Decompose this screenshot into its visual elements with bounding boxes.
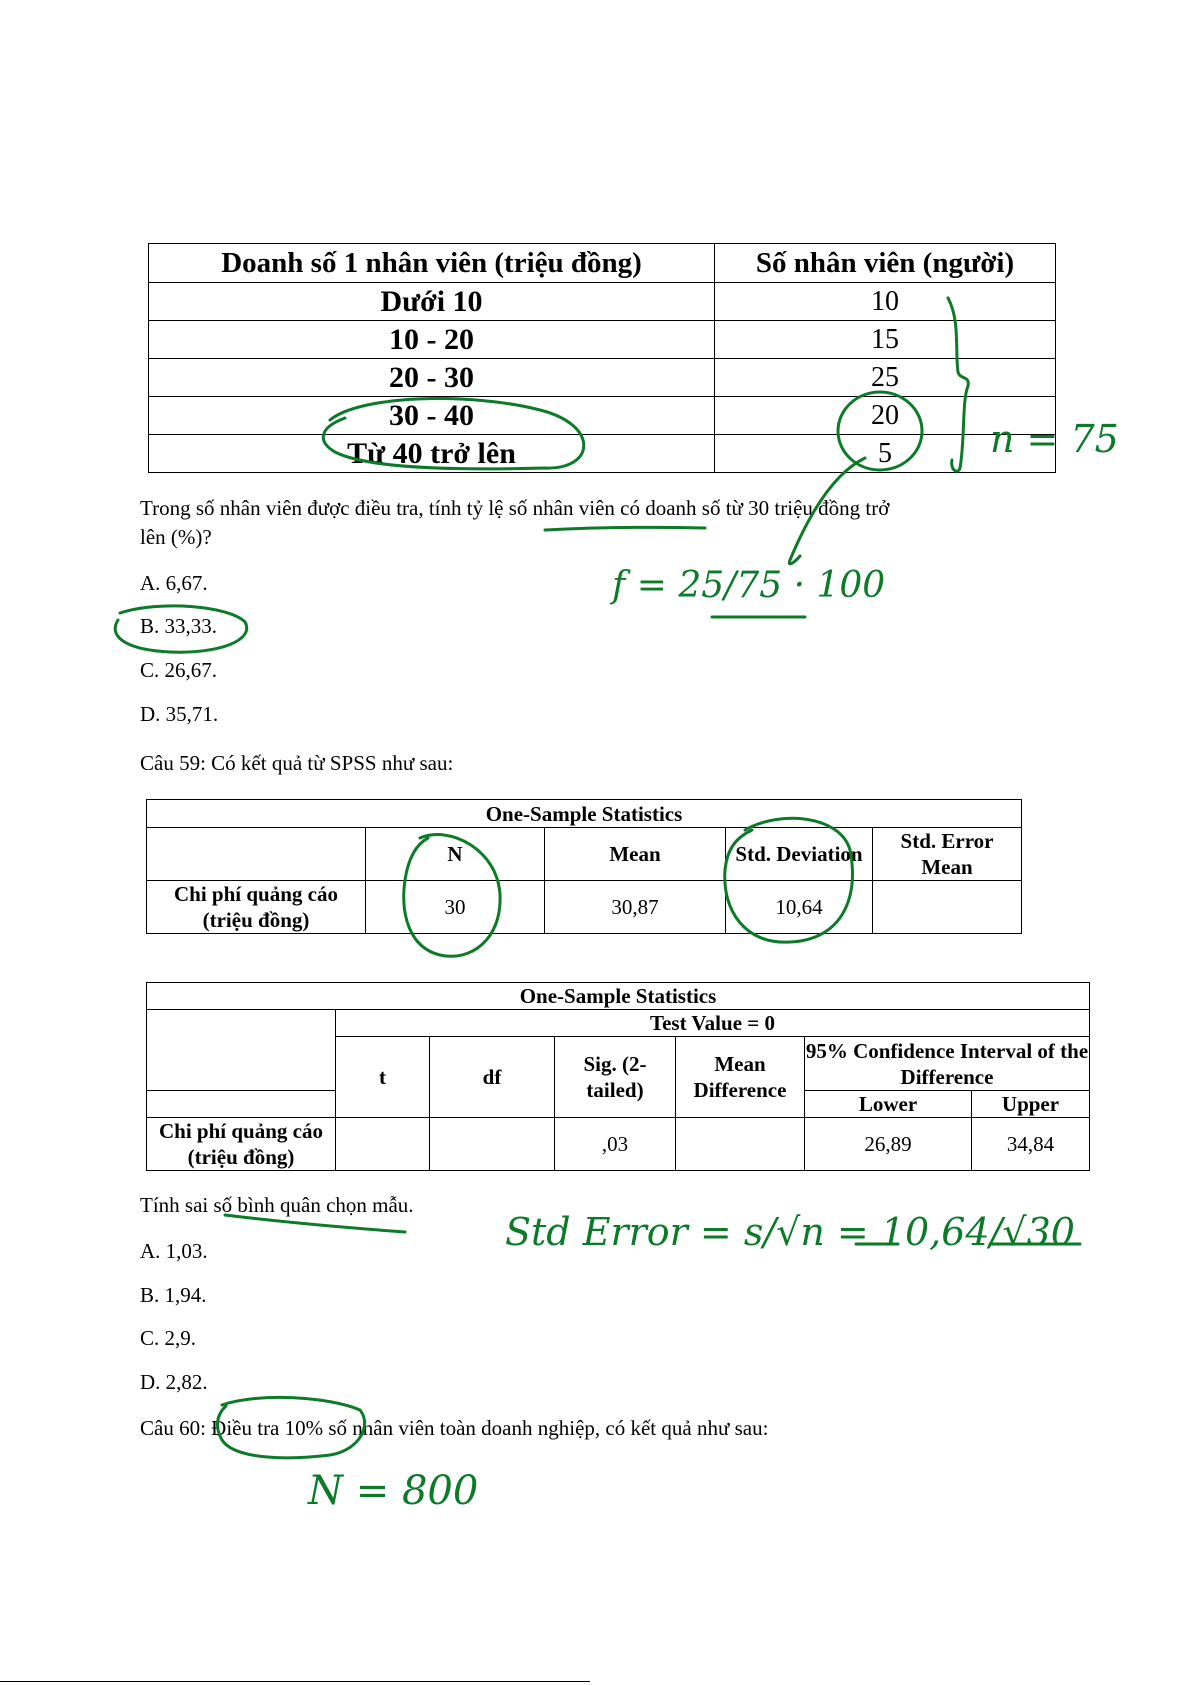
q60-intro: Câu 60: Điều tra 10% số nhân viên toàn doanh nghiệp, có kết quả như sau: xyxy=(140,1416,769,1440)
sales-table xyxy=(148,243,1056,473)
stats-mean-value: 30,87 xyxy=(545,881,726,934)
test-lower-value: 26,89 xyxy=(805,1118,972,1171)
q58-option-c: C. 26,67. xyxy=(140,658,218,682)
ink-std-error: Std Error = s/√n = 10,64/√30 xyxy=(505,1210,1075,1254)
stats-n-value: 30 xyxy=(366,881,545,934)
q59-intro: Câu 59: Có kết quả từ SPSS như sau: xyxy=(140,751,454,775)
sales-header-range: Doanh số 1 nhân viên (triệu đồng) xyxy=(149,244,715,283)
sales-range: 10 - 20 xyxy=(149,321,715,359)
sales-count: 20 xyxy=(715,397,1056,435)
stats-std-dev-value: 10,64 xyxy=(726,881,873,934)
stats-row-label: Chi phí quảng cáo (triệu đồng) xyxy=(147,881,366,934)
test-row-label: Chi phí quảng cáo (triệu đồng) xyxy=(147,1118,336,1171)
q59-option-d: D. 2,82. xyxy=(140,1370,208,1394)
stats-header-mean: Mean xyxy=(545,828,726,881)
test-header-mean-diff: Mean Difference xyxy=(676,1037,805,1118)
sales-range: 30 - 40 xyxy=(149,397,715,435)
test-header-df: df xyxy=(430,1037,555,1118)
stats-header-std-error: Std. Error Mean xyxy=(873,828,1022,881)
sales-header-count: Số nhân viên (người) xyxy=(715,244,1056,283)
sales-count: 10 xyxy=(715,283,1056,321)
sales-range: Từ 40 trở lên xyxy=(149,435,715,473)
ink-formula-f: f = 25/75 · 100 xyxy=(612,565,886,606)
test-title: One-Sample Statistics xyxy=(147,983,1090,1010)
footnote-separator xyxy=(0,1681,590,1682)
test-header-upper: Upper xyxy=(972,1091,1090,1118)
sales-range: 20 - 30 xyxy=(149,359,715,397)
stats-header-n: N xyxy=(366,828,545,881)
sales-count: 15 xyxy=(715,321,1056,359)
test-spacer xyxy=(147,1091,336,1118)
q58-option-b: B. 33,33. xyxy=(140,614,218,638)
q58-text-line2: lên (%)? xyxy=(140,525,212,549)
q59-question: Tính sai số bình quân chọn mẫu. xyxy=(140,1193,414,1217)
ink-N-pop: N = 800 xyxy=(308,1468,479,1514)
q58-option-d: D. 35,71. xyxy=(140,702,219,726)
sales-count: 5 xyxy=(715,435,1056,473)
q59-option-b: B. 1,94. xyxy=(140,1283,207,1307)
test-mean-diff-value xyxy=(676,1118,805,1171)
test-t-value xyxy=(336,1118,430,1171)
test-header-sig: Sig. (2-tailed) xyxy=(555,1037,676,1118)
test-value-label: Test Value = 0 xyxy=(336,1010,1090,1037)
q58-text-line1: Trong số nhân viên được điều tra, tính tỷ lệ số nhân viên có doanh số từ 30 triệu đồng trở xyxy=(140,496,890,520)
test-header-ci: 95% Confidence Interval of the Difference xyxy=(805,1038,1089,1089)
ink-n-total: n = 75 xyxy=(990,417,1119,461)
one-sample-test-table xyxy=(146,982,1090,1171)
test-corner xyxy=(147,1010,336,1091)
test-sig-value: ,03 xyxy=(555,1118,676,1171)
stats-corner xyxy=(147,828,366,881)
sales-range: Dưới 10 xyxy=(149,283,715,321)
one-sample-statistics-table xyxy=(146,799,1022,934)
q59-option-c: C. 2,9. xyxy=(140,1326,197,1350)
sales-count: 25 xyxy=(715,359,1056,397)
stats-std-error-value xyxy=(873,881,1022,934)
test-header-lower: Lower xyxy=(805,1091,972,1118)
q58-option-a: A. 6,67. xyxy=(140,571,208,595)
stats-title: One-Sample Statistics xyxy=(147,800,1022,828)
stats-header-std-dev: Std. Deviation xyxy=(726,828,873,881)
test-header-t: t xyxy=(336,1037,430,1118)
test-df-value xyxy=(430,1118,555,1171)
ink-underline-nhanvien xyxy=(545,527,705,530)
test-upper-value: 34,84 xyxy=(972,1118,1090,1171)
q59-option-a: A. 1,03. xyxy=(140,1239,208,1263)
